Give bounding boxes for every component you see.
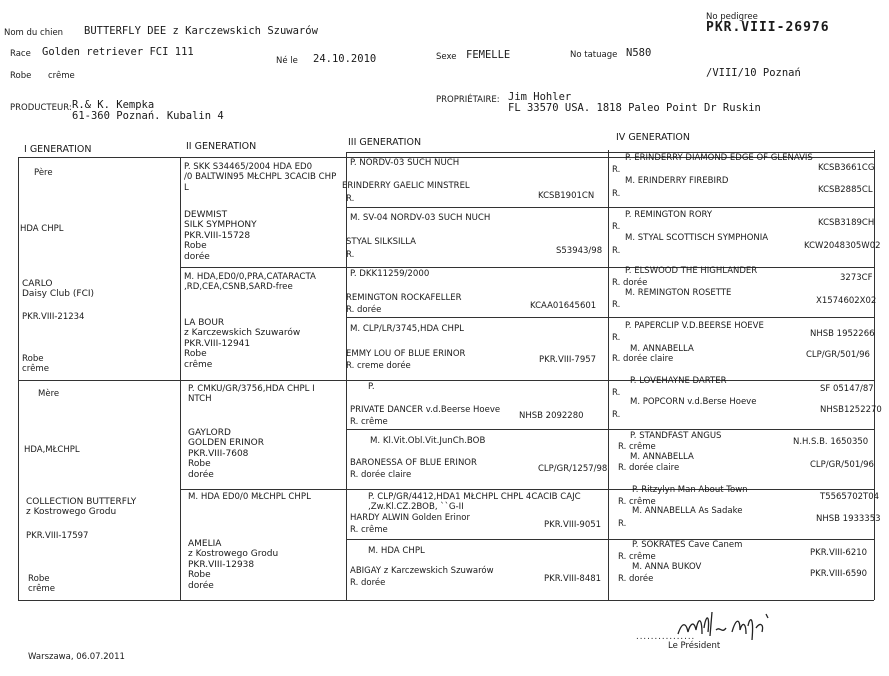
gen3-titles-1: P. NORDV-03 SUCH NUCH bbox=[350, 158, 460, 168]
gen4-p-7: P. Ritzylyn Man About Town bbox=[632, 485, 748, 495]
gen4-p-robe-6: R. crême bbox=[618, 442, 656, 452]
robe-label: Robe bbox=[10, 71, 32, 81]
gen4-p-robe-4: R. bbox=[612, 333, 621, 343]
sire-name: CARLO Daisy Club (FCI) bbox=[22, 279, 95, 300]
gen3-titles-8: M. HDA CHPL bbox=[368, 546, 425, 556]
gen4-p-reg-1: KCSB3661CG bbox=[818, 163, 875, 173]
gen4-m-robe-4: R. dorée claire bbox=[612, 354, 674, 364]
generation-header-1: I GENERATION bbox=[24, 144, 92, 155]
gen3-reg-6: CLP/GR/1257/98 bbox=[538, 464, 608, 474]
gen4-m-1: M. ERINDERRY FIREBIRD bbox=[625, 176, 729, 186]
gen4-p-5: P. LOVEHAYNE DARTER bbox=[630, 376, 727, 386]
sire-titles: HDA CHPL bbox=[20, 224, 64, 234]
gen4-m-robe-5: R. bbox=[612, 410, 621, 420]
gen2-name-4: AMELIA z Kostrowego Grodu PKR.VIII-12938 Robe dorée bbox=[188, 539, 279, 591]
gen4-m-reg-4: CLP/GR/501/96 bbox=[806, 350, 870, 360]
dam-robe: Robe crême bbox=[28, 574, 56, 595]
gen4-m-robe-7: R. bbox=[618, 519, 627, 529]
gen4-p-robe-2: R. bbox=[612, 222, 621, 232]
gen3-robe-5: R. crême bbox=[350, 417, 388, 427]
dam-reg: PKR.VIII-17597 bbox=[26, 531, 89, 541]
gen3-titles-2: M. SV-04 NORDV-03 SUCH NUCH bbox=[350, 213, 491, 223]
gen4-m-reg-6: CLP/GR/501/96 bbox=[810, 460, 874, 470]
gen3-robe-1: R. bbox=[346, 194, 355, 204]
gen4-p-reg-7: T5565702T04 bbox=[820, 492, 880, 502]
gen4-p-robe-3: R. dorée bbox=[612, 278, 648, 288]
gen4-m-reg-8: PKR.VIII-6590 bbox=[810, 569, 868, 579]
born-value: 24.10.2010 bbox=[313, 53, 377, 65]
gen4-m-robe-3: R. bbox=[612, 300, 621, 310]
office-ref: /VIII/10 Poznań bbox=[706, 67, 801, 79]
gen4-m-robe-2: R. bbox=[612, 246, 621, 256]
owner-line2: FL 33570 USA. 1818 Paleo Point Dr Ruskin bbox=[508, 102, 761, 114]
gen3-name-2: STYAL SILKSILLA bbox=[346, 237, 416, 247]
born-label: Né le bbox=[276, 56, 298, 66]
gen4-p-robe-8: R. crême bbox=[618, 552, 656, 562]
gen4-m-robe-1: R. bbox=[612, 189, 621, 199]
pedigree-label: No pedigree bbox=[706, 12, 758, 22]
generation-header-2: II GENERATION bbox=[186, 141, 257, 152]
dam-titles: HDA,MŁCHPL bbox=[24, 445, 80, 455]
gen4-p-reg-5: SF 05147/87 bbox=[820, 384, 874, 394]
gen3-robe-6: R. dorée claire bbox=[350, 470, 412, 480]
gen2-titles-3: P. CMKU/GR/3756,HDA CHPL I NTCH bbox=[188, 384, 315, 405]
gen4-p-reg-6: N.H.S.B. 1650350 bbox=[793, 437, 869, 447]
gen3-robe-3: R. dorée bbox=[346, 305, 382, 315]
gen4-p-reg-3: 3273CF bbox=[840, 273, 873, 283]
producer-label: PRODUCTEUR: bbox=[10, 103, 72, 113]
gen3-name-8: ABIGAY z Karczewskich Szuwarów bbox=[350, 566, 494, 576]
president-label: Le Président bbox=[668, 641, 721, 651]
sex-label: Sexe bbox=[436, 52, 457, 62]
tattoo-value: N580 bbox=[626, 47, 652, 59]
gen3-titles-3: P. DKK11259/2000 bbox=[350, 269, 430, 279]
gen3-reg-4: PKR.VIII-7957 bbox=[539, 355, 597, 365]
president-signature bbox=[676, 604, 786, 644]
gen2-name-1: DEWMIST SILK SYMPHONY PKR.VIII-15728 Robe dorée bbox=[184, 210, 257, 262]
tattoo-label: No tatuage bbox=[570, 50, 618, 60]
owner-label: PROPRIÉTAIRE: bbox=[436, 95, 500, 105]
gen3-titles-6: M. Kl.Vit.Obl.Vit.JunCh.BOB bbox=[370, 436, 486, 446]
producer-line1: R.& K. Kempka bbox=[72, 99, 155, 111]
gen3-titles-5: P. bbox=[368, 382, 375, 392]
gen4-m-robe-6: R. dorée claire bbox=[618, 463, 680, 473]
gen2-titles-4: M. HDA ED0/0 MŁCHPL CHPL bbox=[188, 492, 311, 502]
sire-reg: PKR.VIII-21234 bbox=[22, 312, 85, 322]
gen3-name-4: EMMY LOU OF BLUE ERINOR bbox=[346, 349, 466, 359]
gen4-m-4: M. ANNABELLA bbox=[630, 344, 694, 354]
gen4-m-robe-8: R. dorée bbox=[618, 574, 654, 584]
gen4-p-3: P. ELSWOOD THE HIGHLANDER bbox=[625, 266, 758, 276]
dog-name-value: BUTTERFLY DEE z Karczewskich Szuwarów bbox=[84, 25, 318, 37]
gen2-name-3: GAYLORD GOLDEN ERINOR PKR.VIII-7608 Robe dorée bbox=[188, 428, 264, 480]
gen3-reg-7: PKR.VIII-9051 bbox=[544, 520, 602, 530]
sire-robe: Robe crême bbox=[22, 354, 50, 375]
producer-line2: 61-360 Poznań. Kubalin 4 bbox=[72, 110, 224, 122]
gen4-p-1: P. ERINDERRY DIAMOND EDGE OF GLENAVIS bbox=[625, 153, 813, 163]
owner-line1: Jim Hohler bbox=[508, 91, 572, 103]
sire-label: Père bbox=[34, 168, 53, 178]
dam-label: Mère bbox=[38, 389, 60, 399]
gen4-p-reg-2: KCSB3189CH bbox=[818, 218, 875, 228]
gen3-reg-8: PKR.VIII-8481 bbox=[544, 574, 602, 584]
gen3-titles-4: M. CLP/LR/3745,HDA CHPL bbox=[350, 324, 464, 334]
gen3-reg-1: KCSB1901CN bbox=[538, 191, 595, 201]
gen3-name-5: PRIVATE DANCER v.d.Beerse Hoeve bbox=[350, 405, 501, 415]
place-date: Warszawa, 06.07.2011 bbox=[28, 652, 125, 662]
dam-name: COLLECTION BUTTERFLY z Kostrowego Grodu bbox=[26, 497, 137, 518]
gen4-m-reg-1: KCSB2885CL bbox=[818, 185, 873, 195]
gen3-name-7: HARDY ALWIN Golden Erinor bbox=[350, 513, 471, 523]
gen3-titles-7: P. CLP/GR/4412,HDA1 MŁCHPL CHPL 4CACIB CAJC ,Zw.Kl.CZ.2BOB, ``G-II bbox=[368, 492, 581, 513]
gen4-m-5: M. POPCORN v.d.Berse Hoeve bbox=[630, 397, 757, 407]
generation-header-3: III GENERATION bbox=[348, 137, 422, 148]
gen3-robe-8: R. dorée bbox=[350, 578, 386, 588]
gen4-p-reg-8: PKR.VIII-6210 bbox=[810, 548, 868, 558]
gen3-robe-4: R. creme dorée bbox=[346, 361, 411, 371]
gen4-p-robe-1: R. bbox=[612, 165, 621, 175]
gen4-p-6: P. STANDFAST ANGUS bbox=[630, 431, 722, 441]
dog-name-label: Nom du chien bbox=[4, 28, 64, 38]
gen3-name-6: BARONESSA OF BLUE ERINOR bbox=[350, 458, 477, 468]
gen4-m-reg-2: KCW2048305W02 bbox=[804, 241, 881, 251]
gen3-robe-2: R. bbox=[346, 250, 355, 260]
gen3-name-1: ERINDERRY GAELIC MINSTREL bbox=[342, 181, 470, 191]
gen2-titles-2: M. HDA,ED0/0,PRA,CATARACTA ,RD,CEA,CSNB,SARD-free bbox=[184, 272, 316, 293]
gen4-p-robe-7: R. crême bbox=[618, 497, 656, 507]
race-label: Race bbox=[10, 49, 31, 59]
gen4-p-8: P. SOKRATES Cave Canem bbox=[632, 540, 743, 550]
robe-value: crême bbox=[48, 71, 75, 81]
generation-header-4: IV GENERATION bbox=[616, 132, 690, 143]
gen4-p-4: P. PAPERCLIP V.D.BEERSE HOEVE bbox=[625, 321, 764, 331]
gen4-m-8: M. ANNA BUKOV bbox=[632, 562, 702, 572]
gen3-reg-2: S53943/98 bbox=[556, 246, 603, 256]
gen2-titles-1: P. SKK S34465/2004 HDA ED0 /0 BALTWIN95 MŁCHPL 3CACIB CHP L bbox=[184, 162, 337, 193]
pedigree-number: PKR.VIII-26976 bbox=[706, 20, 830, 35]
gen3-name-3: REMINGTON ROCKAFELLER bbox=[346, 293, 462, 303]
gen3-reg-3: KCAA01645601 bbox=[530, 301, 597, 311]
gen4-m-reg-5: NHSB1252270 bbox=[820, 405, 882, 415]
gen4-m-reg-7: NHSB 1933353 bbox=[816, 514, 881, 524]
gen4-m-6: M. ANNABELLA bbox=[630, 452, 694, 462]
gen3-robe-7: R. crême bbox=[350, 525, 388, 535]
gen4-m-reg-3: X1574602X02 bbox=[816, 296, 877, 306]
race-value: Golden retriever FCI 111 bbox=[42, 46, 194, 58]
gen4-p-2: P. REMINGTON RORY bbox=[625, 210, 713, 220]
gen3-reg-5: NHSB 2092280 bbox=[519, 411, 584, 421]
gen4-m-7: M. ANNABELLA As Sadake bbox=[632, 506, 743, 516]
gen4-p-robe-5: R. bbox=[612, 388, 621, 398]
gen4-p-reg-4: NHSB 1952266 bbox=[810, 329, 875, 339]
signature-dots: ................ bbox=[636, 632, 696, 642]
gen2-name-2: LA BOUR z Karczewskich Szuwarów PKR.VIII-12941 Robe crême bbox=[184, 318, 301, 370]
gen4-m-3: M. REMINGTON ROSETTE bbox=[625, 288, 732, 298]
sex-value: FEMELLE bbox=[466, 49, 511, 61]
gen4-m-2: M. STYAL SCOTTISCH SYMPHONIA bbox=[625, 233, 769, 243]
